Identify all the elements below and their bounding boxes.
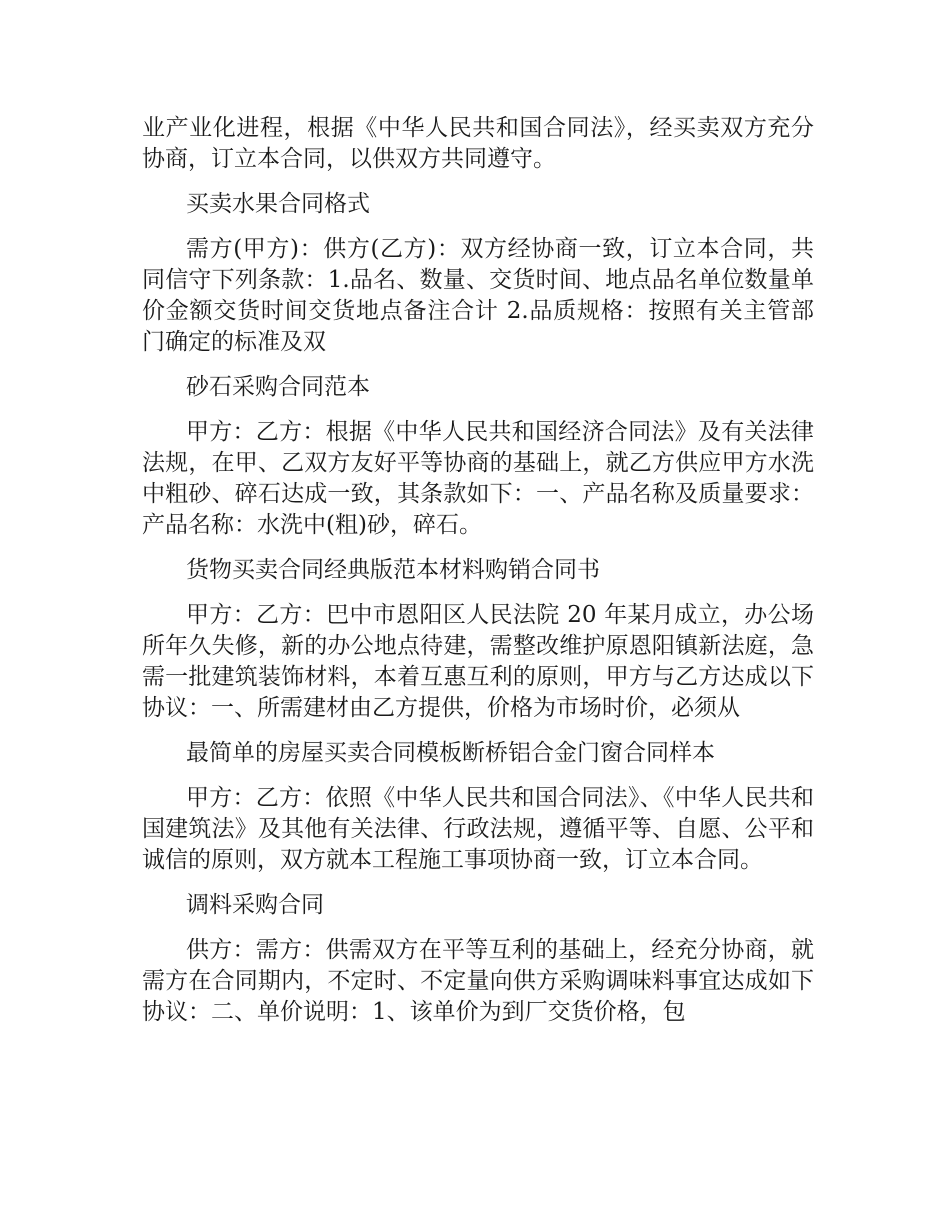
paragraph-intro: 业产业化进程，根据《中华人民共和国合同法》，经买卖双方充分协商，订立本合同，以供双方共同遵守。 [142,115,814,172]
paragraph-materials: 甲方：乙方：巴中市恩阳区人民法院 20 年某月成立，办公场所年久失修，新的办公地点待建，需整改维护原恩阳镇新法庭，急需一批建筑装饰材料，本着互惠互利的原则，甲方与乙方达成以下协议：一、所需建材由乙方提供，价格为市场时价，必须从 [142,602,814,721]
section-heading-seasoning: 调料采购合同 [186,892,324,918]
paragraph-windows: 甲方：乙方：依照《中华人民共和国合同法》、《中华人民共和国建筑法》及其他有关法律、行政法规，遵循平等、自愿、公平和诚信的原则，双方就本工程施工事项协商一致，订立本合同。 [142,785,814,873]
section-heading-gravel: 砂石采购合同范本 [186,374,370,400]
section-heading-materials: 货物买卖合同经典版范本材料购销合同书 [186,557,600,583]
section-heading-windows: 最简单的房屋买卖合同模板断桥铝合金门窗合同样本 [186,740,715,766]
paragraph-seasoning: 供方：需方：供需双方在平等互利的基础上，经充分协商，就需方在合同期内，不定时、不定量向供方采购调味料事宜达成如下协议：二、单价说明：1、该单价为到厂交货价格，包 [142,937,814,1025]
document-page [142,113,814,1042]
section-heading-fruit: 买卖水果合同格式 [186,191,370,217]
paragraph-fruit: 需方(甲方)：供方(乙方)：双方经协商一致，订立本合同，共同信守下列条款：1.品名、数量、交货时间、地点品名单位数量单价金额交货时间交货地点备注合计 2.品质规格：按照有关主管部门确定的标准及双 [142,236,814,355]
paragraph-gravel: 甲方：乙方：根据《中华人民共和国经济合同法》及有关法律法规，在甲、乙双方友好平等协商的基础上，就乙方供应甲方水洗中粗砂、碎石达成一致，其条款如下：一、产品名称及质量要求：产品名称：水洗中(粗)砂，碎石。 [142,419,814,538]
